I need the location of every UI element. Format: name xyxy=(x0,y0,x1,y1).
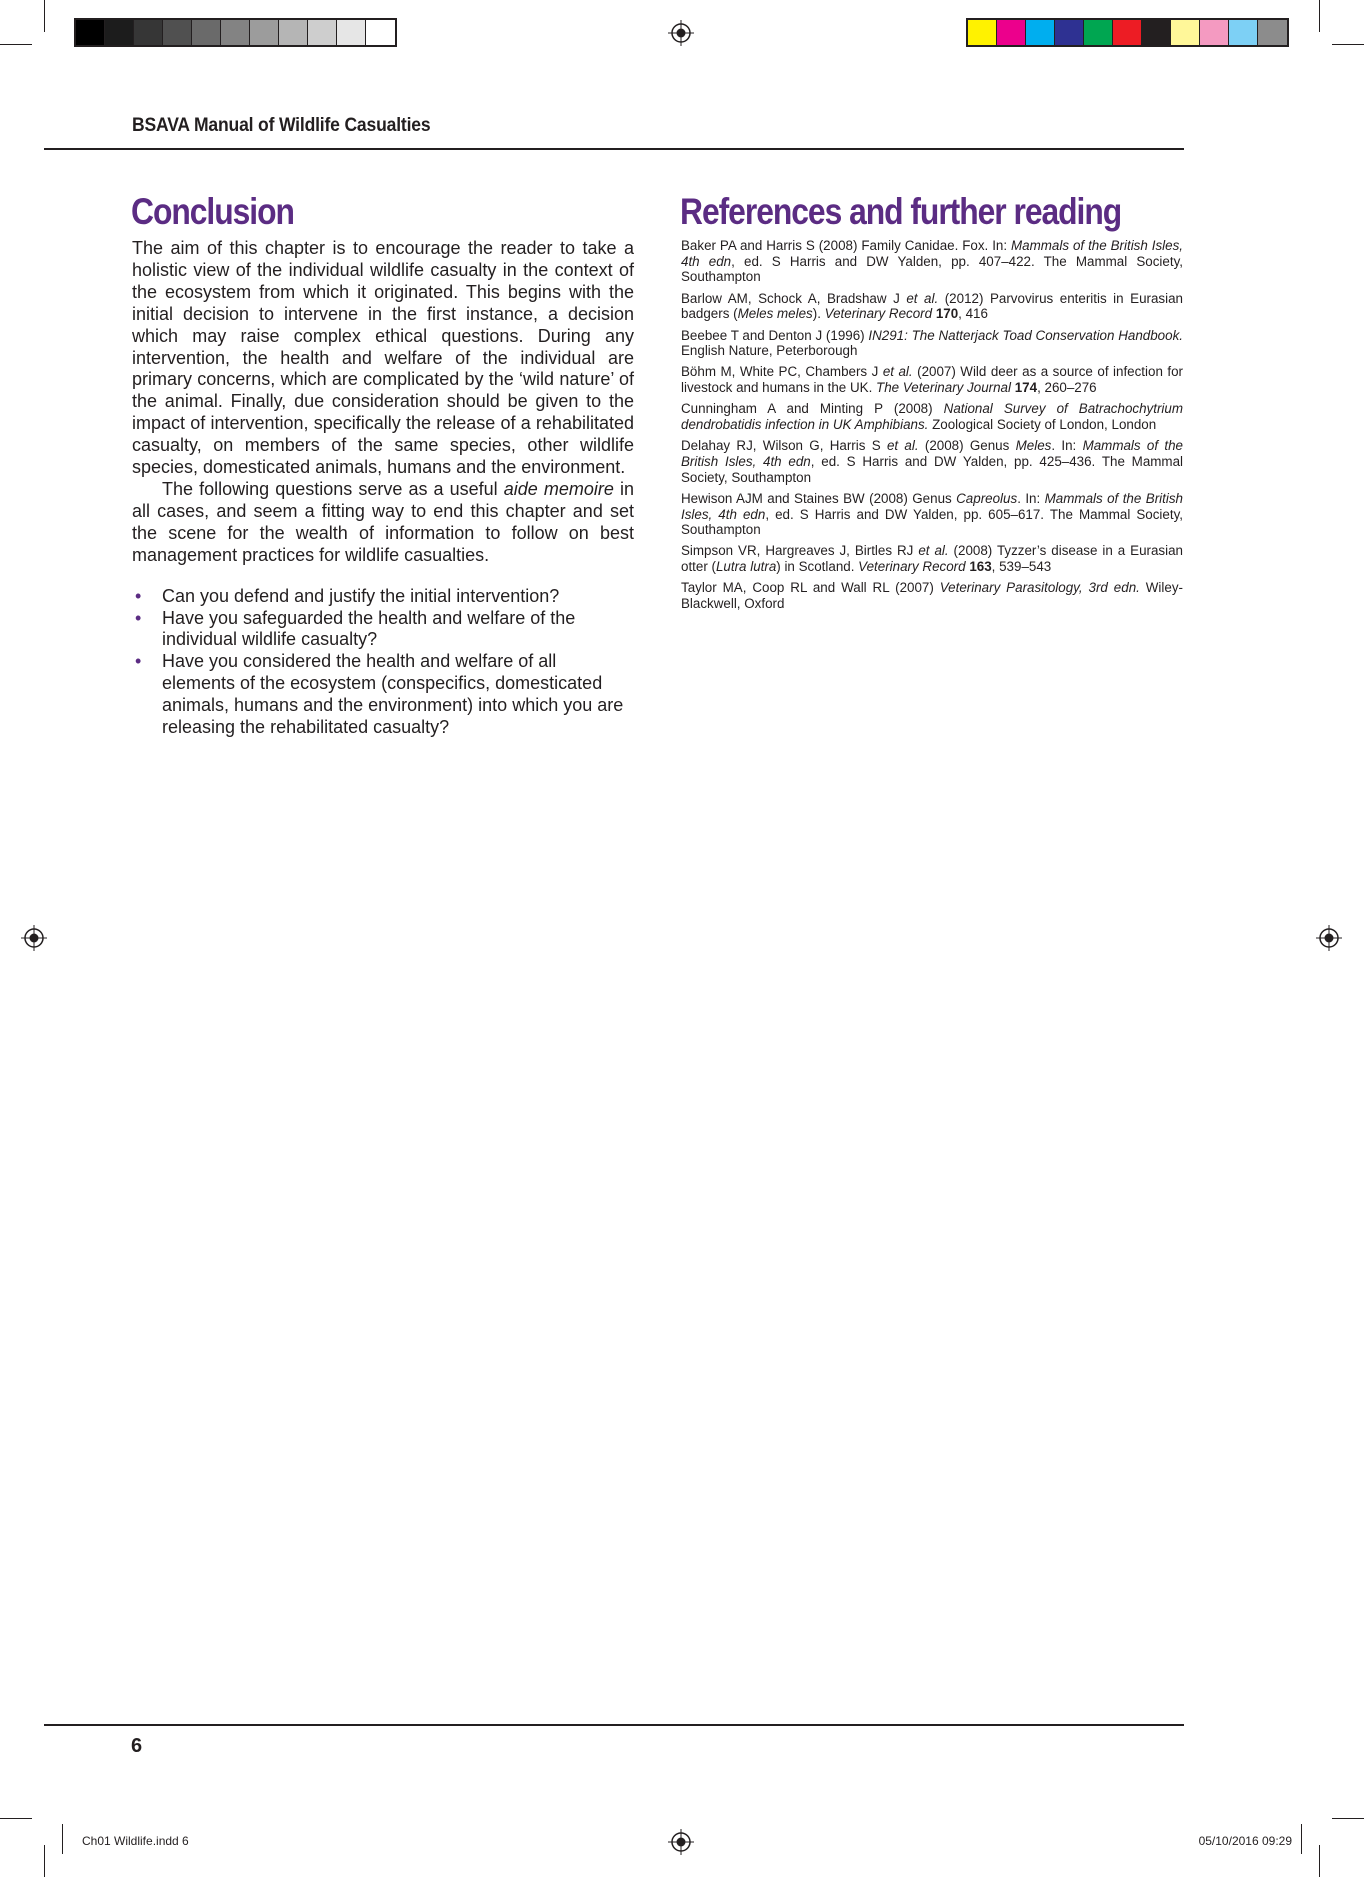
footer-rule xyxy=(44,1724,1184,1726)
registration-mark-top xyxy=(668,20,694,46)
reference-entry xyxy=(681,491,1183,538)
reference-text: , ed. S Harris and DW Yalden, pp. 425–436. The Mammal Society, Southampton xyxy=(681,453,1184,485)
reference-entry xyxy=(681,238,1183,285)
reference-entry xyxy=(681,291,1183,322)
reference-text: Veterinary Record xyxy=(824,306,933,322)
reference-text: Veterinary Parasitology, 3rd edn. xyxy=(939,580,1140,596)
questions-list xyxy=(132,586,634,739)
slug-file-info: Ch01 Wildlife.indd 6 xyxy=(82,1834,189,1848)
process-color-swatch xyxy=(1055,20,1084,45)
reference-text: Wiley-Blackwell, Oxford xyxy=(681,580,1183,612)
reference-text: 170 xyxy=(935,306,959,322)
reference-text: . In: xyxy=(1017,490,1045,506)
reference-entry xyxy=(681,401,1183,432)
reference-text: et al. xyxy=(886,438,919,454)
process-color-swatch xyxy=(1026,20,1055,45)
reference-text: IN291: The Natterjack Toad Conservation Handbook. xyxy=(868,327,1183,343)
reference-text: , ed. S Harris and DW Yalden, pp. 605–617. The Mammal Society, Southampton xyxy=(681,506,1183,538)
reference-text: 163 xyxy=(969,559,992,575)
process-color-swatch xyxy=(1200,20,1229,45)
process-color-swatch xyxy=(1258,20,1287,45)
bullet-icon: • xyxy=(135,585,142,606)
aide-memoire-term: aide memoire xyxy=(503,478,614,499)
bullet-icon: • xyxy=(135,607,142,628)
process-color-swatch xyxy=(1113,20,1142,45)
reference-text: Cunningham A and Minting P (2008) xyxy=(681,401,944,417)
reference-text: Lutra lutra xyxy=(715,559,777,575)
grayscale-swatch xyxy=(221,20,250,45)
grayscale-swatch xyxy=(250,20,279,45)
process-color-bar xyxy=(966,18,1289,47)
grayscale-swatch xyxy=(134,20,163,45)
reference-text: Meles meles xyxy=(737,306,813,322)
process-color-swatch xyxy=(997,20,1026,45)
reference-text: , ed. S Harris and DW Yalden, pp. 407–422. The Mammal Society, Southampton xyxy=(681,253,1183,285)
conclusion-paragraph-2 xyxy=(132,479,634,567)
registration-mark-bottom xyxy=(668,1829,694,1855)
reference-text: , 416 xyxy=(958,306,988,322)
reference-text: . In: xyxy=(1051,438,1083,454)
conclusion-body xyxy=(132,238,634,739)
grayscale-swatch xyxy=(337,20,366,45)
paragraph-2-text: The following questions serve as a useful xyxy=(162,478,504,499)
reference-text: (2012) Parvovirus enteritis in Eurasian badgers ( xyxy=(681,290,1183,322)
reference-text: ). xyxy=(812,306,825,322)
reference-entry xyxy=(681,543,1183,574)
grayscale-swatch xyxy=(105,20,134,45)
grayscale-swatch xyxy=(76,20,105,45)
reference-text: (2008) Tyzzer’s disease in a Eurasian otter ( xyxy=(681,543,1183,575)
reference-text: Veterinary Record xyxy=(858,559,966,575)
grayscale-swatch xyxy=(279,20,308,45)
reference-text: Taylor MA, Coop RL and Wall RL (2007) xyxy=(681,580,940,596)
process-color-swatch xyxy=(1084,20,1113,45)
reference-text: Zoological Society of London, London xyxy=(928,417,1157,433)
reference-text: ) in Scotland. xyxy=(776,559,859,575)
question-text: Can you defend and justify the initial intervention? xyxy=(162,585,560,606)
reference-text: Böhm M, White PC, Chambers J xyxy=(681,364,883,380)
reference-text: English Nature, Peterborough xyxy=(681,343,858,359)
references-list xyxy=(681,238,1183,617)
bullet-icon: • xyxy=(135,651,142,672)
registration-mark-left xyxy=(21,925,47,951)
reference-text: Hewison AJM and Staines BW (2008) Genus xyxy=(681,490,957,506)
grayscale-swatch xyxy=(192,20,221,45)
reference-text: The Veterinary Journal xyxy=(876,380,1011,396)
reference-text: Meles xyxy=(1015,438,1052,454)
process-color-swatch xyxy=(1142,20,1171,45)
reference-text: Mammals of the British Isles, 4th edn xyxy=(681,238,1183,269)
reference-entry xyxy=(681,580,1183,611)
reference-text: Mammals of the British Isles, 4th edn xyxy=(681,438,1183,469)
reference-text: (2007) Wild deer as a source of infection for livestock and humans in the UK. xyxy=(681,364,1184,396)
reference-text: , 539–543 xyxy=(991,559,1052,575)
paragraph-2-text-end: in all cases, and seem a fitting way to end this chapter and set the scene for the wealth of information to follow on best management practices for wildlife casualties. xyxy=(132,478,635,565)
reference-text: et al. xyxy=(882,364,913,380)
question-text: Have you considered the health and welfare of all elements of the ecosystem (conspecifics, domesticated animals, humans and the environment) into which you are releasing the rehabilitated casualty? xyxy=(162,651,624,738)
grayscale-swatch xyxy=(163,20,192,45)
reference-entry xyxy=(681,364,1183,395)
process-color-swatch xyxy=(968,20,997,45)
reference-entry xyxy=(681,438,1183,485)
conclusion-paragraph-1: The aim of this chapter is to encourage the reader to take a holistic view of the individual wildlife casualty in the context of the ecosystem from which it originated. This begins with the initial decision to intervene in the first instance, a decision which may raise complex ethical questions. During any intervention, the health and welfare of the individual are primary concerns, which are complicated by the ‘wild nature’ of the animal. Finally, due consideration should be given to the impact of intervention, specifically the release of a rehabilitated casualty, on members of the same species, other wildlife species, domesticated animals, humans and the environment. xyxy=(132,238,634,478)
reference-text: (2008) Genus xyxy=(918,438,1016,454)
grayscale-swatch xyxy=(308,20,337,45)
grayscale-color-bar xyxy=(74,18,397,47)
process-color-swatch xyxy=(1229,20,1258,45)
reference-entry xyxy=(681,328,1183,359)
reference-text: Capreolus xyxy=(956,490,1018,506)
reference-text: Barlow AM, Schock A, Bradshaw J xyxy=(681,290,907,306)
conclusion-heading: Conclusion xyxy=(131,191,294,232)
reference-text: et al. xyxy=(906,290,939,306)
reference-text: , 260–276 xyxy=(1037,380,1097,396)
page-number: 6 xyxy=(131,1735,143,1757)
list-item xyxy=(132,651,634,739)
reference-text: Simpson VR, Hargreaves J, Birtles RJ xyxy=(681,543,919,559)
grayscale-swatch xyxy=(366,20,395,45)
reference-text: Delahay RJ, Wilson G, Harris S xyxy=(681,438,887,454)
reference-text: National Survey of Batrachochytrium dendrobatidis infection in UK Amphibians. xyxy=(681,401,1183,433)
header-rule xyxy=(44,148,1184,150)
reference-text: 174 xyxy=(1014,380,1038,396)
slug-date-time: 05/10/2016 09:29 xyxy=(1198,1834,1292,1848)
process-color-swatch xyxy=(1171,20,1200,45)
list-item xyxy=(132,586,634,608)
reference-text: Mammals of the British Isles, 4th edn xyxy=(681,490,1183,522)
reference-text: Beebee T and Denton J (1996) xyxy=(681,327,869,343)
question-text: Have you safeguarded the health and welfare of the individual wildlife casualty? xyxy=(162,607,576,650)
references-heading: References and further reading xyxy=(680,191,1122,232)
list-item xyxy=(132,608,634,652)
reference-text: et al. xyxy=(918,543,949,559)
reference-text: Baker PA and Harris S (2008) Family Canidae. Fox. In: xyxy=(681,238,1012,253)
registration-mark-right xyxy=(1316,925,1342,951)
running-head: BSAVA Manual of Wildlife Casualties xyxy=(132,114,431,136)
